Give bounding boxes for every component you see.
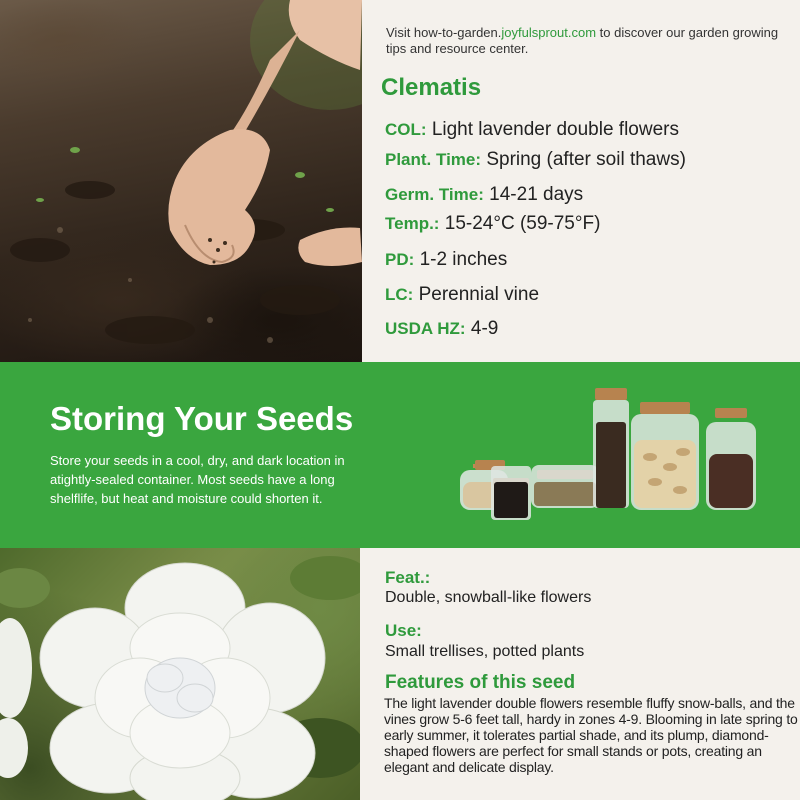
seed-jars-image [455, 382, 765, 522]
spec-key: PD: [385, 250, 415, 269]
storing-text: Store your seeds in a cool, dry, and dark location in atightly-sealed container. Most seeds have a long shelflife, but heat and moisture could shorten it. [50, 453, 345, 506]
plant-name: Clematis [381, 74, 482, 101]
use-value: Small trellises, potted plants [385, 643, 585, 660]
spec-key: COL: [385, 120, 427, 139]
spec-key: Germ. Time: [385, 185, 484, 204]
plant-info-panel [362, 0, 800, 362]
white-flower-illustration [0, 548, 360, 800]
spec-value: 15-24°C (59-75°F) [444, 213, 601, 234]
visit-suffix: to discover our garden growing tips and resource center. [386, 25, 779, 56]
spec-value: Perennial vine [418, 284, 540, 305]
spec-plant-time [385, 149, 686, 171]
visit-website-text [386, 25, 786, 57]
spec-key: USDA HZ: [385, 319, 466, 338]
spec-key: Temp.: [385, 214, 440, 233]
soil-hand-photo [0, 0, 362, 362]
spec-color [385, 119, 679, 141]
spec-key: LC: [385, 285, 414, 304]
spec-value: Light lavender double flowers [431, 119, 679, 140]
features-heading: Features of this seed [385, 672, 576, 693]
storing-seeds-band [0, 362, 800, 548]
spec-usda-zone [385, 318, 498, 340]
spec-planting-depth [385, 249, 507, 271]
spec-temperature [385, 213, 600, 235]
hand-sowing-illustration [0, 0, 362, 362]
seed-details-panel [360, 548, 800, 800]
clematis-flower-photo [0, 548, 360, 800]
top-section [0, 0, 800, 362]
spec-germ-time [385, 184, 583, 206]
spec-value: 1-2 inches [419, 249, 508, 270]
spec-life-cycle [385, 284, 539, 306]
spec-key: Plant. Time: [385, 150, 482, 169]
website-link[interactable]: joyfulsprout.com [501, 25, 597, 40]
feat-value: Double, snowball-like flowers [385, 589, 592, 606]
feat-label: Feat.: [385, 568, 431, 587]
spec-value: Spring (after soil thaws) [486, 149, 686, 170]
storing-title: Storing Your Seeds [50, 400, 354, 437]
visit-prefix: Visit how-to-garden. [386, 25, 502, 40]
spec-value: 14-21 days [489, 184, 584, 205]
use-label: Use: [385, 621, 422, 640]
features-description: The light lavender double flowers resemble fluffy snow-balls, and the vines grow 5-6 feet tall, hardy in zones 4-9. Blooming in late spring to early summer, it tolerates partial shade, and its plump, diamond-shaped flowers are perfect for small stands or pots, creating an elegant and delicate display. [384, 695, 798, 775]
spec-value: 4-9 [470, 318, 499, 339]
